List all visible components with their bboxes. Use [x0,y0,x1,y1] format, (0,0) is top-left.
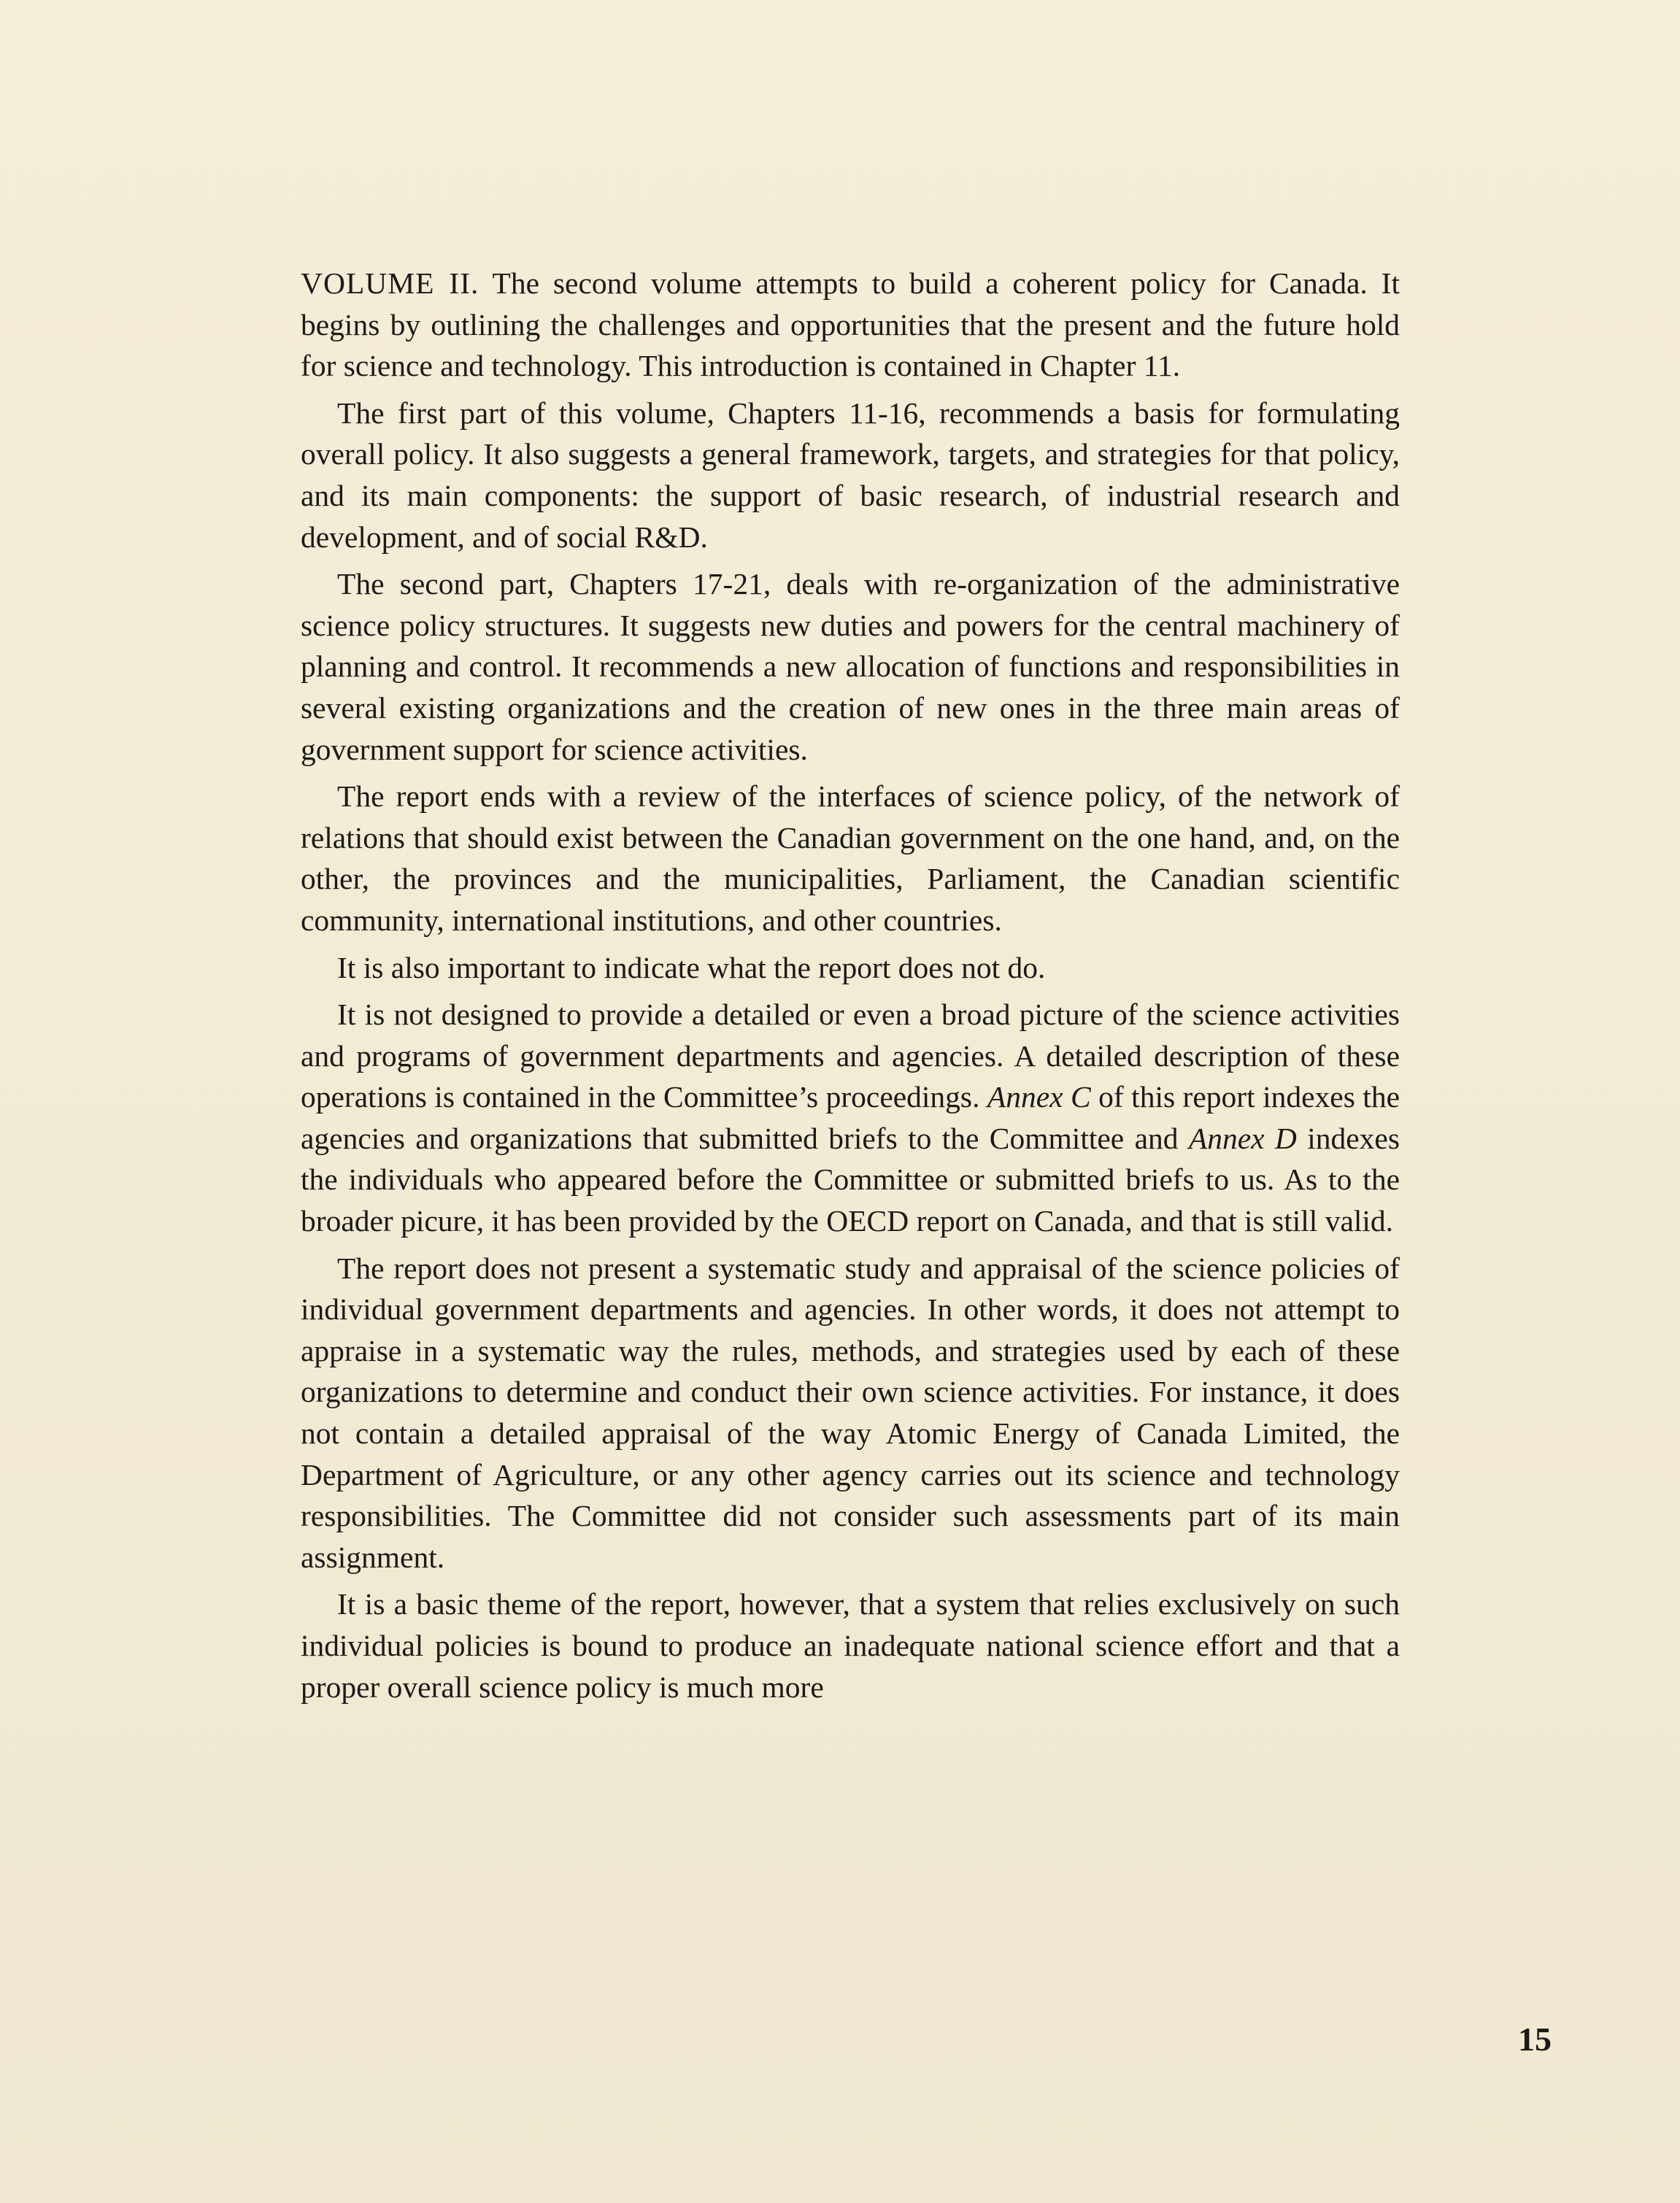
paragraph-first-part: The first part of this volume, Chapters 11-16, recommends a basis for formulating overall policy. It also suggests a general framework, targets, and strategies for that policy, and its main components: the support of basic research, of industrial research and development, and of social R&D. [301,396,1400,554]
paragraph-basic-theme: It is a basic theme of the report, however, that a system that relies exclusively on such individual policies is bound to produce an inadequate national science effort and that a proper overall science policy is much more [301,1587,1400,1704]
paragraph-second-part: The second part, Chapters 17-21, deals with re-organization of the administrative science policy structures. It suggests new duties and powers for the central machinery of planning and control. It recommends a new allocation of functions and responsibilities in several existing organizations and the creation of new ones in the three main areas of government support for science activities. [301,567,1400,766]
paragraph-not-designed [301,994,1400,1242]
paragraph-text: The second volume attempts to build a coherent policy for Canada. It begins by outlining the challenges and opportunities that the present and the future hold for science and technology. This introduction is contained in Chapter 11. [301,266,1400,383]
paragraph-report-ends: The report ends with a review of the interfaces of science policy, of the network of relations that should exist between the Canadian government on the one hand, and, on the other, the provinces and the municipalities, Parliament, the Canadian scientific community, international institutions, and other countries. [301,779,1400,937]
annex-d-reference: Annex D [1188,1121,1297,1155]
paragraph-no-systematic-study: The report does not present a systematic study and appraisal of the science policies of individual government departments and agencies. In other words, it does not attempt to appraise in a systematic way the rules, methods, and strategies used by each of these organizations to determine and conduct their own science activities. For instance, it does not contain a detailed appraisal of the way Atomic Energy of Canada Limited, the Department of Agriculture, or any other agency carries out its science and technology responsibilities. The Committee did not consider such assessments part of its main assignment. [301,1251,1400,1574]
body-text [301,263,1400,1713]
volume-label: VOLUME II. [301,266,479,300]
page-number: 15 [1518,2021,1552,2058]
paragraph-text: of this report indexes the agencies and organizations that submitted briefs to the Committee and [301,1080,1400,1155]
annex-c-reference: Annex C [987,1080,1091,1114]
paragraph-volume-ii [301,263,1400,387]
paragraph-text: indexes the individuals who appeared before the Committee or submitted briefs to us. As to the broader picure, it has been provided by the OECD report on Canada, and that is still valid. [301,1121,1400,1238]
paragraph-text: It is not designed to provide a detailed or even a broad picture of the science activities and programs of government departments and agencies. A detailed description of these operations is contained in the Committee’s proceedings. [301,998,1400,1114]
paragraph-does-not-do: It is also important to indicate what the report does not do. [337,950,1046,984]
